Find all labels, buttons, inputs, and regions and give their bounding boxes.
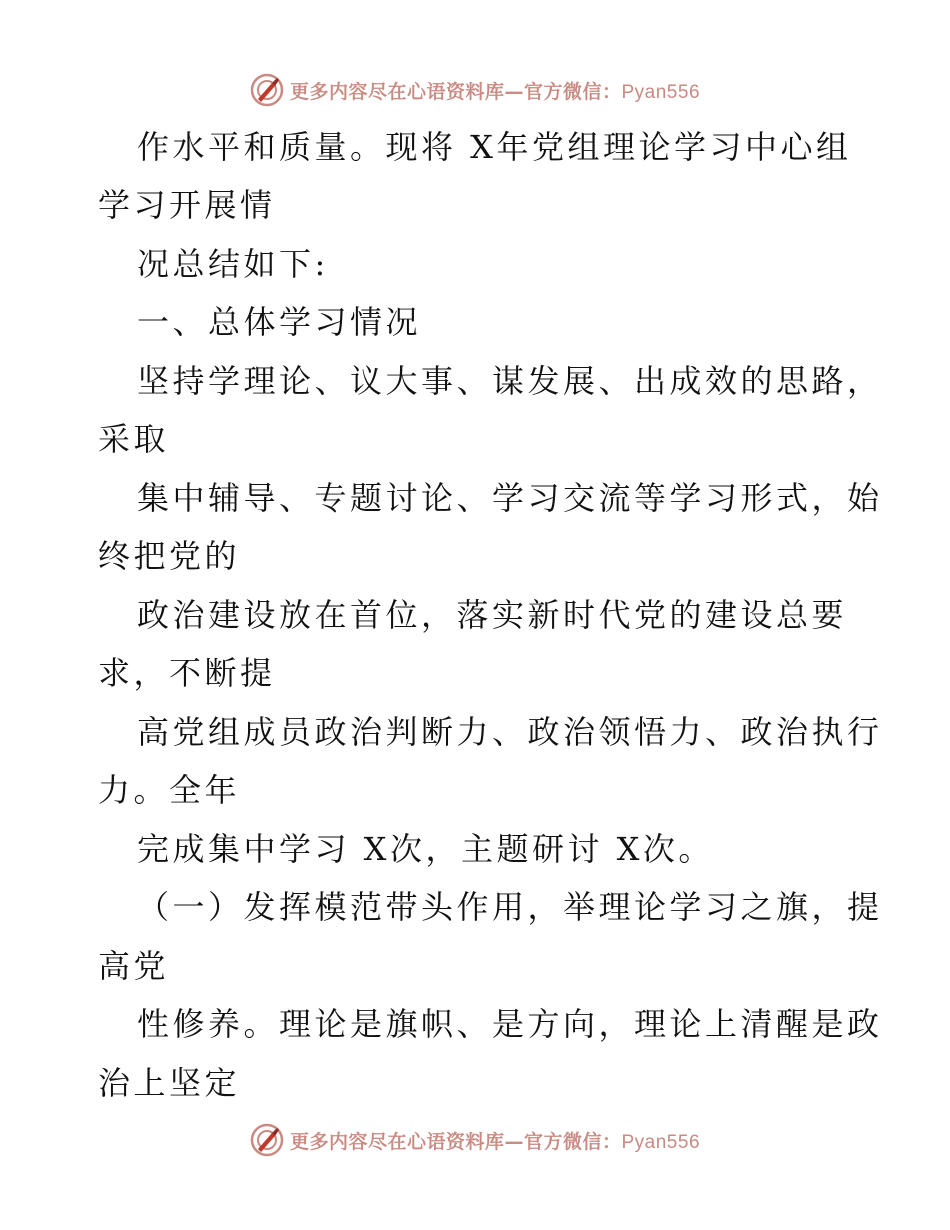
paragraph-line: 集中辅导、专题讨论、学习交流等学习形式，始	[137, 479, 883, 517]
logo-icon	[250, 73, 284, 107]
section-heading: 一、总体学习情况	[137, 303, 422, 341]
watermark-text: 更多内容尽在心语资料库—官方微信：Pyan556	[289, 1130, 701, 1153]
subsection-heading: （一）发挥模范带头作用，举理论学习之旗，提	[137, 888, 883, 926]
paragraph-line: 作水平和质量。现将 X年党组理论学习中心组	[137, 128, 852, 166]
header-watermark	[0, 70, 950, 110]
paragraph-line: 完成集中学习 X次，主题研讨 X次。	[137, 830, 714, 868]
paragraph-line: 高党组成员政治判断力、政治领悟力、政治执行	[137, 713, 883, 751]
paragraph-line: 求，不断提	[98, 654, 276, 692]
paragraph-line: 高党	[98, 947, 170, 985]
paragraph-line: 性修养。理论是旗帜、是方向，理论上清醒是政	[137, 1005, 883, 1043]
paragraph-line: 况总结如下:	[137, 245, 329, 283]
logo-icon	[250, 1123, 284, 1157]
paragraph-line: 治上坚定	[98, 1064, 241, 1102]
paragraph-line: 终把党的	[98, 537, 241, 575]
paragraph-line: 学习开展情	[98, 186, 276, 224]
footer-watermark	[0, 1120, 950, 1160]
paragraph-line: 坚持学理论、议大事、谋发展、出成效的思路，	[137, 362, 883, 400]
paragraph-line: 力。全年	[98, 771, 241, 809]
watermark-text: 更多内容尽在心语资料库—官方微信：Pyan556	[289, 80, 701, 103]
paragraph-line: 政治建设放在首位，落实新时代党的建设总要	[137, 596, 848, 634]
paragraph-line: 采取	[98, 420, 170, 458]
